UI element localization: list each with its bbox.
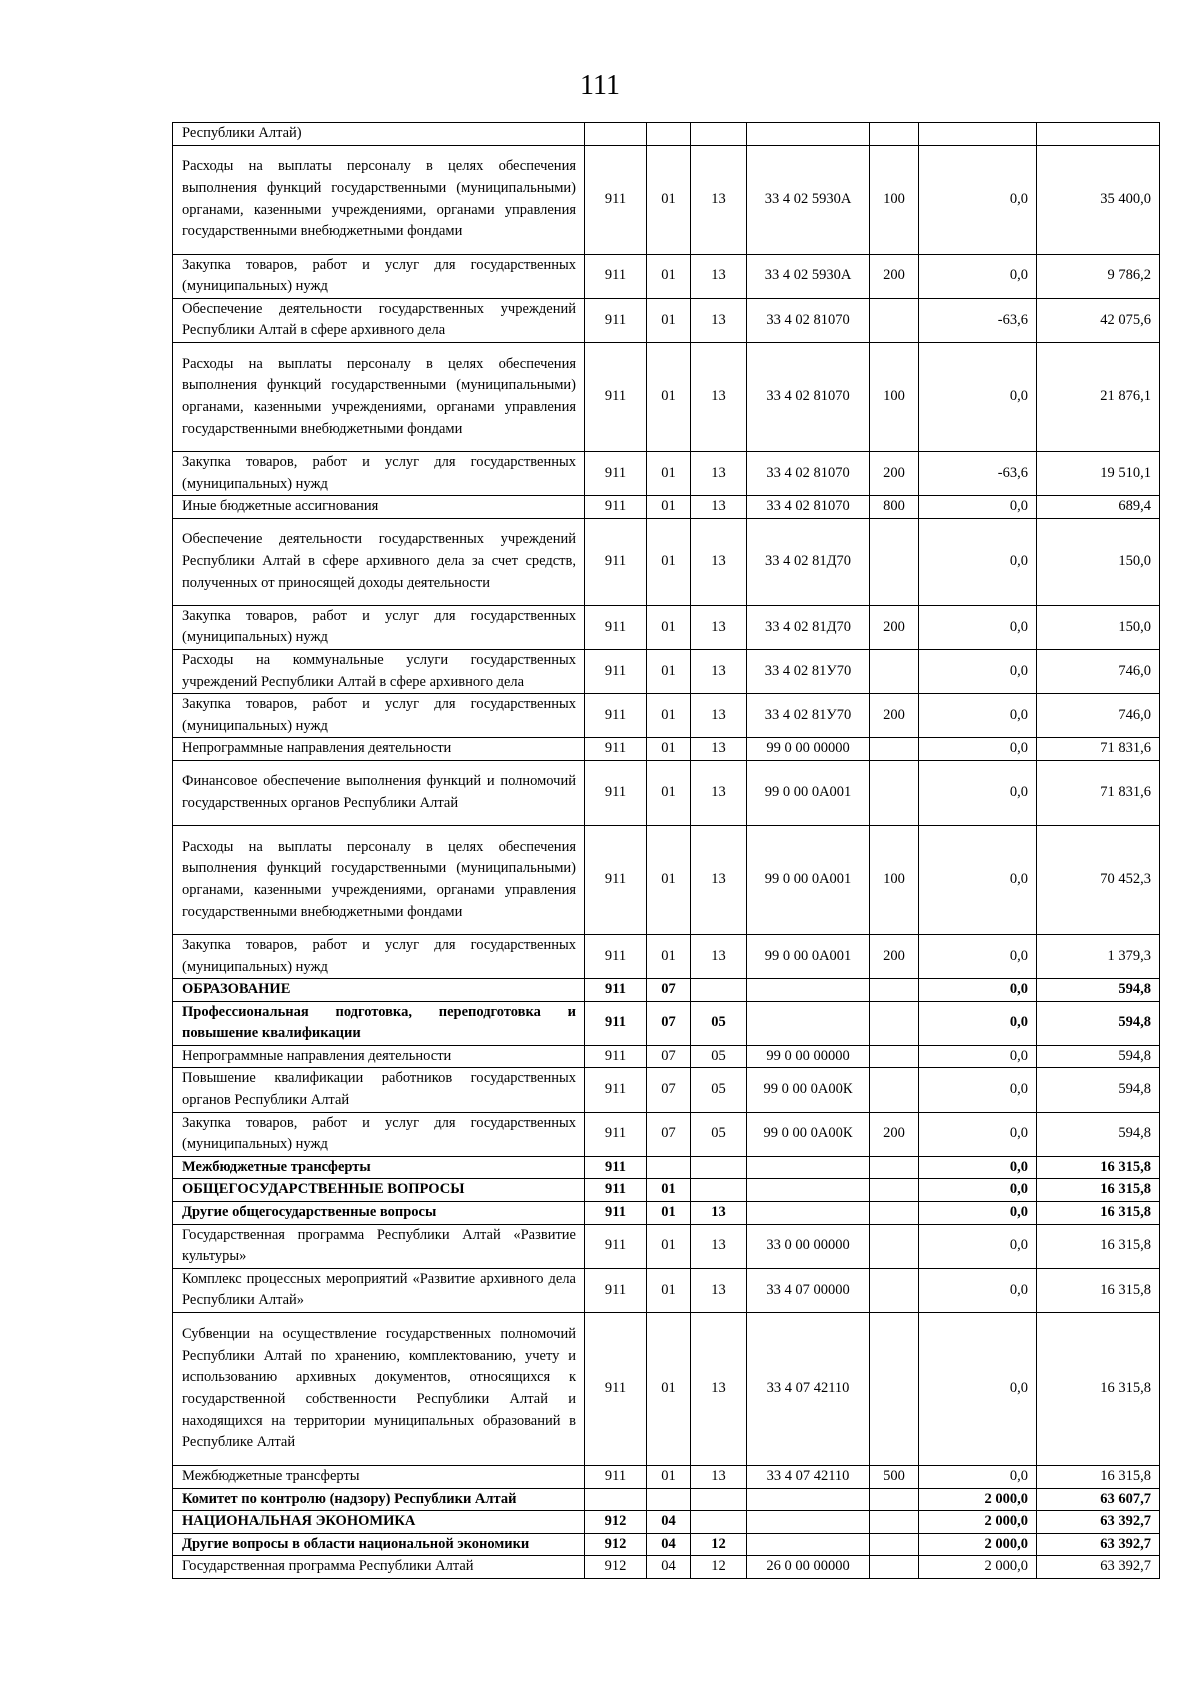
expense-type-code: 200 (870, 1112, 919, 1156)
amount-change: 0,0 (919, 605, 1037, 649)
row-name: Комитет по контролю (надзору) Республики Алтай (173, 1488, 585, 1511)
amount-total: 16 315,8 (1037, 1466, 1160, 1489)
amount-change: 0,0 (919, 1001, 1037, 1045)
row-name: Финансовое обеспечение выполнения функций и полномочий государственных органов Республики Алтай (173, 760, 585, 825)
target-article-code: 33 4 02 81Д70 (747, 518, 870, 605)
expense-type-code (870, 1179, 919, 1202)
target-article-code (747, 123, 870, 146)
amount-total: 16 315,8 (1037, 1313, 1160, 1466)
section-code: 01 (647, 145, 691, 254)
section-code: 01 (647, 1466, 691, 1489)
amount-total: 70 452,3 (1037, 825, 1160, 934)
table-row (173, 1068, 1160, 1112)
amount-total: 71 831,6 (1037, 760, 1160, 825)
ved-code: 911 (585, 298, 647, 342)
row-name: Иные бюджетные ассигнования (173, 496, 585, 519)
expense-type-code (870, 979, 919, 1002)
target-article-code: 99 0 00 0А00К (747, 1068, 870, 1112)
amount-total: 16 315,8 (1037, 1202, 1160, 1225)
subsection-code: 13 (691, 1202, 747, 1225)
row-name: Закупка товаров, работ и услуг для государственных (муниципальных) нужд (173, 934, 585, 978)
section-code: 01 (647, 1313, 691, 1466)
target-article-code: 33 4 02 81Д70 (747, 605, 870, 649)
expense-type-code (870, 1068, 919, 1112)
table-row (173, 1466, 1160, 1489)
target-article-code: 33 4 02 81070 (747, 496, 870, 519)
row-name: Непрограммные направления деятельности (173, 1045, 585, 1068)
row-name: Комплекс процессных мероприятий «Развитие архивного дела Республики Алтай» (173, 1268, 585, 1312)
table-row (173, 518, 1160, 605)
subsection-code: 13 (691, 738, 747, 761)
row-name: Межбюджетные трансферты (173, 1466, 585, 1489)
amount-total: 594,8 (1037, 1112, 1160, 1156)
section-code: 01 (647, 738, 691, 761)
amount-total: 63 607,7 (1037, 1488, 1160, 1511)
expense-type-code (870, 1202, 919, 1225)
amount-change: 0,0 (919, 254, 1037, 298)
ved-code: 911 (585, 1112, 647, 1156)
amount-total: 71 831,6 (1037, 738, 1160, 761)
expense-type-code (870, 1488, 919, 1511)
amount-change: 2 000,0 (919, 1511, 1037, 1534)
amount-change: 0,0 (919, 1202, 1037, 1225)
amount-change (919, 123, 1037, 146)
expense-type-code (870, 518, 919, 605)
ved-code: 911 (585, 1313, 647, 1466)
section-code (647, 1156, 691, 1179)
row-name: НАЦИОНАЛЬНАЯ ЭКОНОМИКА (173, 1511, 585, 1534)
subsection-code: 13 (691, 694, 747, 738)
target-article-code: 33 4 02 5930А (747, 145, 870, 254)
row-name: ОБЩЕГОСУДАРСТВЕННЫЕ ВОПРОСЫ (173, 1179, 585, 1202)
ved-code: 911 (585, 1045, 647, 1068)
amount-total: 42 075,6 (1037, 298, 1160, 342)
expense-type-code: 800 (870, 496, 919, 519)
expense-type-code: 100 (870, 825, 919, 934)
section-code (647, 1488, 691, 1511)
ved-code: 911 (585, 979, 647, 1002)
amount-total: 1 379,3 (1037, 934, 1160, 978)
target-article-code (747, 1179, 870, 1202)
amount-change: 0,0 (919, 496, 1037, 519)
target-article-code: 99 0 00 0А001 (747, 825, 870, 934)
subsection-code (691, 1156, 747, 1179)
amount-change: 0,0 (919, 1156, 1037, 1179)
expense-type-code: 200 (870, 254, 919, 298)
expense-type-code (870, 1511, 919, 1534)
table-row (173, 298, 1160, 342)
expense-type-code (870, 1556, 919, 1579)
section-code: 07 (647, 1001, 691, 1045)
subsection-code: 13 (691, 760, 747, 825)
amount-change: 0,0 (919, 979, 1037, 1002)
table-row (173, 605, 1160, 649)
subsection-code: 13 (691, 1268, 747, 1312)
subsection-code: 13 (691, 1224, 747, 1268)
target-article-code: 99 0 00 0А00К (747, 1112, 870, 1156)
expense-type-code: 100 (870, 342, 919, 451)
expense-type-code (870, 1533, 919, 1556)
amount-change: 0,0 (919, 1466, 1037, 1489)
ved-code: 911 (585, 605, 647, 649)
row-name: Профессиональная подготовка, переподготовка и повышение квалификации (173, 1001, 585, 1045)
expense-type-code: 100 (870, 145, 919, 254)
table-row (173, 496, 1160, 519)
target-article-code: 33 4 02 81070 (747, 298, 870, 342)
subsection-code: 13 (691, 649, 747, 693)
ved-code: 911 (585, 738, 647, 761)
amount-total: 21 876,1 (1037, 342, 1160, 451)
section-code: 07 (647, 1045, 691, 1068)
section-code: 01 (647, 694, 691, 738)
expense-type-code: 200 (870, 605, 919, 649)
section-code: 04 (647, 1556, 691, 1579)
amount-total: 689,4 (1037, 496, 1160, 519)
subsection-code: 13 (691, 934, 747, 978)
table-row (173, 1001, 1160, 1045)
subsection-code: 13 (691, 825, 747, 934)
section-code: 01 (647, 825, 691, 934)
amount-total: 594,8 (1037, 1045, 1160, 1068)
subsection-code: 05 (691, 1001, 747, 1045)
section-code: 07 (647, 979, 691, 1002)
target-article-code (747, 979, 870, 1002)
row-name: Государственная программа Республики Алтай «Развитие культуры» (173, 1224, 585, 1268)
amount-total (1037, 123, 1160, 146)
amount-change: 0,0 (919, 649, 1037, 693)
ved-code: 911 (585, 518, 647, 605)
row-name: Межбюджетные трансферты (173, 1156, 585, 1179)
amount-total: 594,8 (1037, 979, 1160, 1002)
amount-total: 746,0 (1037, 649, 1160, 693)
row-name: Расходы на выплаты персоналу в целях обеспечения выполнения функций государственными (муниципальными) органами, казенными учреждениями, органами управления государственными внебюджетными фондами (173, 145, 585, 254)
amount-change: 0,0 (919, 145, 1037, 254)
table-row (173, 1156, 1160, 1179)
target-article-code: 33 4 02 81У70 (747, 694, 870, 738)
target-article-code (747, 1202, 870, 1225)
expense-type-code: 500 (870, 1466, 919, 1489)
table-row (173, 1045, 1160, 1068)
row-name: Обеспечение деятельности государственных учреждений Республики Алтай в сфере архивного дела (173, 298, 585, 342)
table-row (173, 694, 1160, 738)
target-article-code: 33 4 02 81У70 (747, 649, 870, 693)
table-row (173, 1224, 1160, 1268)
amount-total: 35 400,0 (1037, 145, 1160, 254)
row-name: Республики Алтай) (173, 123, 585, 146)
subsection-code (691, 1179, 747, 1202)
section-code (647, 123, 691, 146)
ved-code: 911 (585, 934, 647, 978)
target-article-code: 33 4 02 81070 (747, 342, 870, 451)
ved-code: 911 (585, 649, 647, 693)
expense-type-code: 200 (870, 451, 919, 495)
ved-code (585, 123, 647, 146)
page-number: 111 (580, 70, 620, 101)
section-code: 07 (647, 1068, 691, 1112)
amount-change: 0,0 (919, 760, 1037, 825)
table-row (173, 1268, 1160, 1312)
table-body (173, 123, 1160, 1579)
subsection-code: 12 (691, 1533, 747, 1556)
ved-code: 911 (585, 1268, 647, 1312)
row-name: Расходы на выплаты персоналу в целях обеспечения выполнения функций государственными (муниципальными) органами, казенными учреждениями, органами управления государственными внебюджетными фондами (173, 825, 585, 934)
amount-change: 0,0 (919, 342, 1037, 451)
ved-code: 911 (585, 145, 647, 254)
subsection-code (691, 123, 747, 146)
section-code: 01 (647, 1268, 691, 1312)
section-code: 01 (647, 451, 691, 495)
section-code: 01 (647, 254, 691, 298)
subsection-code (691, 1488, 747, 1511)
amount-change: 0,0 (919, 1313, 1037, 1466)
row-name: Закупка товаров, работ и услуг для государственных (муниципальных) нужд (173, 451, 585, 495)
subsection-code: 05 (691, 1045, 747, 1068)
subsection-code: 13 (691, 254, 747, 298)
ved-code: 911 (585, 1202, 647, 1225)
amount-change: -63,6 (919, 451, 1037, 495)
subsection-code: 13 (691, 1466, 747, 1489)
amount-total: 594,8 (1037, 1001, 1160, 1045)
section-code: 01 (647, 1202, 691, 1225)
ved-code: 911 (585, 1001, 647, 1045)
ved-code: 911 (585, 760, 647, 825)
amount-change: 2 000,0 (919, 1488, 1037, 1511)
target-article-code: 99 0 00 0А001 (747, 934, 870, 978)
row-name: Повышение квалификации работников государственных органов Республики Алтай (173, 1068, 585, 1112)
ved-code: 911 (585, 496, 647, 519)
subsection-code: 13 (691, 496, 747, 519)
amount-change: 0,0 (919, 1268, 1037, 1312)
ved-code: 911 (585, 825, 647, 934)
table-row (173, 1112, 1160, 1156)
ved-code: 911 (585, 451, 647, 495)
table-row (173, 1556, 1160, 1579)
table-row (173, 1511, 1160, 1534)
row-name: Другие общегосударственные вопросы (173, 1202, 585, 1225)
amount-change: 0,0 (919, 1112, 1037, 1156)
expense-type-code (870, 123, 919, 146)
section-code: 04 (647, 1533, 691, 1556)
section-code: 01 (647, 760, 691, 825)
row-name: Государственная программа Республики Алтай (173, 1556, 585, 1579)
amount-change: 0,0 (919, 1224, 1037, 1268)
expense-type-code (870, 738, 919, 761)
target-article-code: 26 0 00 00000 (747, 1556, 870, 1579)
subsection-code: 13 (691, 1313, 747, 1466)
row-name: ОБРАЗОВАНИЕ (173, 979, 585, 1002)
expense-type-code (870, 1001, 919, 1045)
table-row (173, 649, 1160, 693)
table-row (173, 145, 1160, 254)
target-article-code (747, 1488, 870, 1511)
table-row (173, 979, 1160, 1002)
row-name: Субвенции на осуществление государственных полномочий Республики Алтай по хранению, комплектованию, учету и использованию архивных документов, относящихся к государственной собственности Республики Алтай и находящихся на территории муниципальных образований в Республике Алтай (173, 1313, 585, 1466)
amount-change: 0,0 (919, 825, 1037, 934)
table-row (173, 451, 1160, 495)
ved-code: 912 (585, 1511, 647, 1534)
section-code: 04 (647, 1511, 691, 1534)
section-code: 01 (647, 934, 691, 978)
amount-total: 9 786,2 (1037, 254, 1160, 298)
ved-code: 911 (585, 1068, 647, 1112)
row-name: Закупка товаров, работ и услуг для государственных (муниципальных) нужд (173, 254, 585, 298)
target-article-code: 99 0 00 0А001 (747, 760, 870, 825)
expense-type-code: 200 (870, 694, 919, 738)
ved-code: 911 (585, 342, 647, 451)
row-name: Обеспечение деятельности государственных учреждений Республики Алтай в сфере архивного дела за счет средств, полученных от приносящей доходы деятельности (173, 518, 585, 605)
expense-type-code (870, 649, 919, 693)
amount-total: 16 315,8 (1037, 1268, 1160, 1312)
table-row (173, 760, 1160, 825)
amount-change: -63,6 (919, 298, 1037, 342)
subsection-code: 12 (691, 1556, 747, 1579)
ved-code: 911 (585, 694, 647, 738)
amount-total: 63 392,7 (1037, 1556, 1160, 1579)
amount-change: 0,0 (919, 1045, 1037, 1068)
target-article-code: 33 4 07 42110 (747, 1466, 870, 1489)
ved-code: 912 (585, 1556, 647, 1579)
budget-table (172, 122, 1160, 1579)
subsection-code: 05 (691, 1112, 747, 1156)
section-code: 01 (647, 1179, 691, 1202)
section-code: 01 (647, 518, 691, 605)
target-article-code (747, 1001, 870, 1045)
target-article-code: 33 4 07 42110 (747, 1313, 870, 1466)
target-article-code (747, 1511, 870, 1534)
ved-code: 911 (585, 1466, 647, 1489)
target-article-code: 99 0 00 00000 (747, 1045, 870, 1068)
amount-change: 0,0 (919, 1068, 1037, 1112)
table-row (173, 254, 1160, 298)
section-code: 07 (647, 1112, 691, 1156)
amount-total: 63 392,7 (1037, 1511, 1160, 1534)
amount-total: 150,0 (1037, 605, 1160, 649)
subsection-code: 13 (691, 451, 747, 495)
ved-code: 912 (585, 1533, 647, 1556)
subsection-code: 13 (691, 518, 747, 605)
table-row (173, 738, 1160, 761)
ved-code: 911 (585, 254, 647, 298)
target-article-code: 33 4 07 00000 (747, 1268, 870, 1312)
table-row (173, 1202, 1160, 1225)
section-code: 01 (647, 342, 691, 451)
amount-change: 0,0 (919, 1179, 1037, 1202)
amount-change: 2 000,0 (919, 1556, 1037, 1579)
amount-change: 0,0 (919, 694, 1037, 738)
amount-change: 0,0 (919, 738, 1037, 761)
target-article-code: 33 4 02 81070 (747, 451, 870, 495)
section-code: 01 (647, 298, 691, 342)
section-code: 01 (647, 605, 691, 649)
ved-code: 911 (585, 1179, 647, 1202)
ved-code: 911 (585, 1156, 647, 1179)
table-row (173, 1533, 1160, 1556)
amount-total: 16 315,8 (1037, 1156, 1160, 1179)
expense-type-code (870, 1045, 919, 1068)
target-article-code (747, 1533, 870, 1556)
amount-total: 19 510,1 (1037, 451, 1160, 495)
amount-change: 2 000,0 (919, 1533, 1037, 1556)
amount-total: 594,8 (1037, 1068, 1160, 1112)
ved-code (585, 1488, 647, 1511)
expense-type-code (870, 1224, 919, 1268)
row-name: Расходы на выплаты персоналу в целях обеспечения выполнения функций государственными (муниципальными) органами, казенными учреждениями, органами управления государственными внебюджетными фондами (173, 342, 585, 451)
table-row (173, 825, 1160, 934)
subsection-code (691, 1511, 747, 1534)
table-row (173, 1179, 1160, 1202)
target-article-code (747, 1156, 870, 1179)
table-row (173, 934, 1160, 978)
target-article-code: 33 4 02 5930А (747, 254, 870, 298)
subsection-code: 13 (691, 145, 747, 254)
row-name: Непрограммные направления деятельности (173, 738, 585, 761)
subsection-code: 13 (691, 605, 747, 649)
amount-change: 0,0 (919, 934, 1037, 978)
amount-total: 16 315,8 (1037, 1224, 1160, 1268)
table-row (173, 123, 1160, 146)
table-row (173, 1313, 1160, 1466)
row-name: Закупка товаров, работ и услуг для государственных (муниципальных) нужд (173, 694, 585, 738)
amount-total: 16 315,8 (1037, 1179, 1160, 1202)
subsection-code (691, 979, 747, 1002)
expense-type-code (870, 298, 919, 342)
row-name: Другие вопросы в области национальной экономики (173, 1533, 585, 1556)
amount-total: 63 392,7 (1037, 1533, 1160, 1556)
row-name: Расходы на коммунальные услуги государственных учреждений Республики Алтай в сфере архивного дела (173, 649, 585, 693)
section-code: 01 (647, 1224, 691, 1268)
target-article-code: 99 0 00 00000 (747, 738, 870, 761)
amount-change: 0,0 (919, 518, 1037, 605)
section-code: 01 (647, 649, 691, 693)
table-row (173, 1488, 1160, 1511)
expense-type-code: 200 (870, 934, 919, 978)
section-code: 01 (647, 496, 691, 519)
subsection-code: 13 (691, 298, 747, 342)
amount-total: 746,0 (1037, 694, 1160, 738)
table-row (173, 342, 1160, 451)
expense-type-code (870, 1156, 919, 1179)
target-article-code: 33 0 00 00000 (747, 1224, 870, 1268)
row-name: Закупка товаров, работ и услуг для государственных (муниципальных) нужд (173, 1112, 585, 1156)
expense-type-code (870, 760, 919, 825)
amount-total: 150,0 (1037, 518, 1160, 605)
expense-type-code (870, 1313, 919, 1466)
ved-code: 911 (585, 1224, 647, 1268)
expense-type-code (870, 1268, 919, 1312)
subsection-code: 13 (691, 342, 747, 451)
row-name: Закупка товаров, работ и услуг для государственных (муниципальных) нужд (173, 605, 585, 649)
subsection-code: 05 (691, 1068, 747, 1112)
